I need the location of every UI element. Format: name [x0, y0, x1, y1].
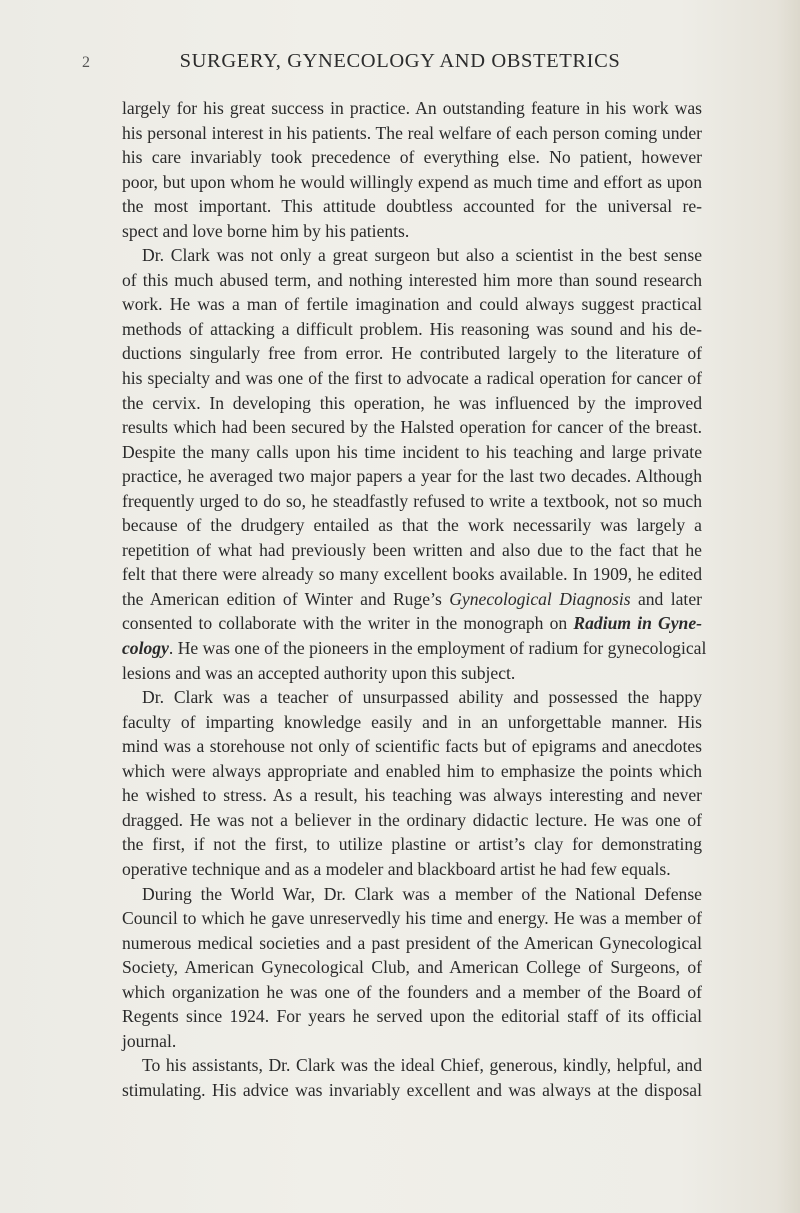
text-line: lesions and was an accepted authority upon this subject. [122, 662, 516, 683]
text-line: journal. [122, 1030, 177, 1051]
text-line: Despite the many calls upon his time incident to his teaching and large private [122, 441, 702, 462]
text-line: dragged. He was not a believer in the ordinary didactic lecture. He was one of [122, 809, 702, 830]
text-line: Regents since 1924. For years he served upon the editorial staff of its official [122, 1006, 702, 1027]
text-line: mind was a storehouse not only of scientific facts but of epigrams and anecdotes [122, 736, 702, 757]
monograph-title-bold-italic: Radium in Gyne- [573, 613, 702, 634]
text-line: During the World War, Dr. Clark was a member of the National Defense [142, 883, 702, 904]
text-line: Society, American Gynecological Club, and American College of Surgeons, of [122, 957, 702, 978]
text-line: felt that there were already so many excellent books available. In 1909, he edited [122, 564, 702, 585]
text-line: stimulating. His advice was invariably excellent and was always at the disposal [122, 1079, 702, 1100]
text-line: which were always appropriate and enabled him to emphasize the points which [122, 760, 702, 781]
running-head: SURGERY, GYNECOLOGY AND OBSTETRICS [179, 50, 621, 72]
text-line: poor, but upon whom he would willingly expend as much time and effort as upon [122, 171, 702, 192]
text-line: the first, if not the first, to utilize plastine or artist’s clay for demonstrating [122, 834, 702, 855]
text-line-mixed [122, 587, 702, 612]
text-line: ductions singularly free from error. He contributed largely to the literature of [122, 343, 702, 364]
text-line: the cervix. In developing this operation, he was influenced by the improved [122, 392, 702, 413]
text-line: Dr. Clark was a teacher of unsurpassed ability and possessed the happy [142, 687, 702, 708]
text-line: his personal interest in his patients. The real welfare of each person coming under [122, 122, 702, 143]
text-line: his specialty and was one of the first to advocate a radical operation for cancer of [122, 368, 702, 389]
text-line-mixed [122, 636, 707, 661]
text-line: Dr. Clark was not only a great surgeon but also a scientist in the best sense [142, 245, 702, 266]
text-line: his care invariably took precedence of everything else. No patient, however [122, 147, 702, 168]
text-line: frequently urged to do so, he steadfastly refused to write a textbook, not so much [122, 490, 702, 511]
text-line: of this much abused term, and nothing interested him more than sound research [122, 269, 702, 290]
text-line: numerous medical societies and a past president of the American Gynecological [122, 932, 702, 953]
book-title-italic: Gynecological Diagnosis [449, 588, 631, 609]
text-line: spect and love borne him by his patients. [122, 220, 410, 241]
text-line: methods of attacking a difficult problem. His reasoning was sound and his de- [122, 318, 702, 339]
text-line: which organization he was one of the founders and a member of the Board of [122, 981, 702, 1002]
text-run: the American edition of Winter and Ruge’s [122, 588, 442, 609]
text-line: largely for his great success in practice. An outstanding feature in his work was [122, 98, 702, 118]
text-line: Council to which he gave unreservedly his time and energy. He was a member of [122, 908, 702, 929]
text-line: practice, he averaged two major papers a year for the last two decades. Although [122, 466, 702, 487]
text-line: the most important. This attitude doubtless accounted for the universal re- [122, 196, 702, 217]
text-line: To his assistants, Dr. Clark was the ideal Chief, generous, kindly, helpful, and [142, 1055, 702, 1076]
body-text [122, 96, 707, 1102]
page-number: 2 [82, 54, 90, 71]
text-run: . He was one of the pioneers in the employment of radium for gynecological [168, 638, 707, 659]
text-run: consented to collaborate with the writer in the monograph on [122, 613, 568, 634]
text-line: because of the drudgery entailed as that the work necessarily was largely a [122, 515, 702, 536]
text-line: work. He was a man of fertile imagination and could always suggest practical [122, 294, 702, 315]
text-line: results which had been secured by the Halsted operation for cancer of the breast. [122, 417, 702, 438]
text-run: and later [630, 588, 702, 609]
monograph-title-bold-italic: cology [122, 638, 169, 659]
text-line-mixed [122, 611, 702, 636]
text-line: he wished to stress. As a result, his teaching was always interesting and never [122, 785, 702, 806]
text-line: repetition of what had previously been written and also due to the fact that he [122, 539, 702, 560]
text-line: operative technique and as a modeler and blackboard artist he had few equals. [122, 858, 671, 879]
text-line: faculty of imparting knowledge easily and in an unforgettable manner. His [122, 711, 702, 732]
